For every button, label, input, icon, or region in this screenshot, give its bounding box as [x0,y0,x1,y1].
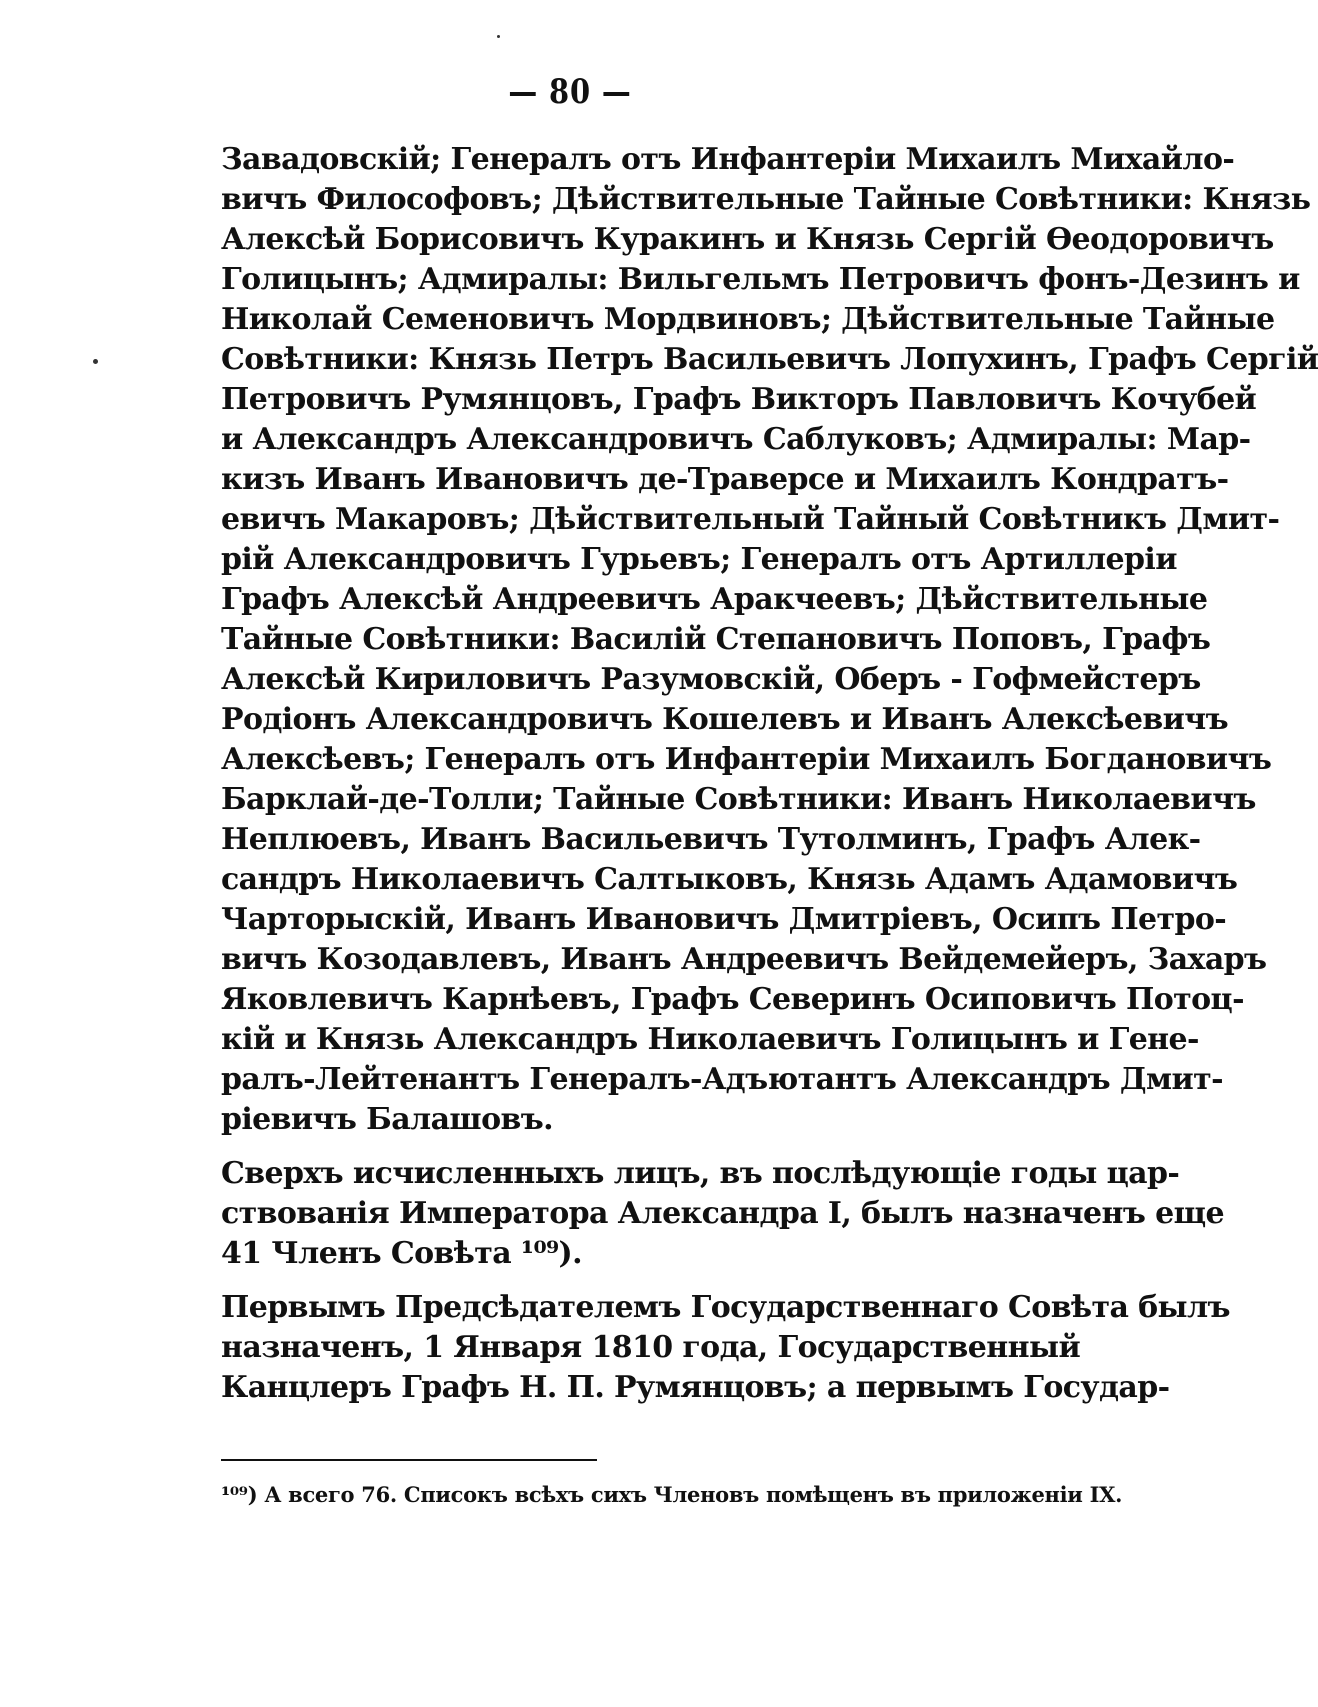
paragraph [221,1154,1224,1274]
text-line: 41 Членъ Совѣта ¹⁰⁹). [221,1236,582,1271]
text-line: Чарторыскій, Иванъ Ивановичъ Дмитріевъ, Осипъ Петро- [221,902,1227,937]
text-line: евичъ Макаровъ; Дѣйствительный Тайный Совѣтникъ Дмит- [221,502,1280,537]
text-line: Сверхъ исчисленныхъ лицъ, въ послѣдующіе годы цар- [221,1156,1180,1191]
text-line: ралъ-Лейтенантъ Генералъ-Адъютантъ Александръ Дмит- [221,1062,1223,1097]
text-line: Петровичъ Румянцовъ, Графъ Викторъ Павловичъ Кочубей [221,382,1257,417]
text-line: Николай Семеновичъ Мордвиновъ; Дѣйствительные Тайные [221,302,1275,337]
paragraph [221,1288,1230,1408]
text-line: Неплюевъ, Иванъ Васильевичъ Тутолминъ, Графъ Алек- [221,822,1201,857]
text-line: кій и Князь Александръ Николаевичъ Голицынъ и Гене- [221,1022,1199,1057]
text-line: Канцлеръ Графъ Н. П. Румянцовъ; а первымъ Государ- [221,1370,1170,1405]
text-line: Первымъ Предсѣдателемъ Государственнаго Совѣта былъ [221,1290,1230,1325]
text-line: вичъ Философовъ; Дѣйствительные Тайные Совѣтники: Князь [221,182,1311,217]
text-line: и Александръ Александровичъ Саблуковъ; Адмиралы: Мар- [221,422,1251,457]
text-line: Завадовскій; Генералъ отъ Инфантеріи Михаилъ Михайло- [221,142,1235,177]
text-line: Алексѣй Борисовичъ Куракинъ и Князь Сергій Ѳеодоровичъ [221,222,1274,257]
text-line: Голицынъ; Адмиралы: Вильгельмъ Петровичъ фонъ-Дезинъ и [221,262,1300,297]
text-line: Тайные Совѣтники: Василій Степановичъ Поповъ, Графъ [221,622,1211,657]
footnote-rule [221,1459,597,1461]
paragraph [221,140,1318,1140]
text-line: кизъ Иванъ Ивановичъ де-Траверсе и Михаилъ Кондратъ- [221,462,1229,497]
text-line: сандръ Николаевичъ Салтыковъ, Князь Адамъ Адамовичъ [221,862,1238,897]
text-line: ствованія Императора Александра I, былъ назначенъ еще [221,1196,1224,1231]
scan-speck [497,35,500,38]
text-line: Алексѣй Кириловичъ Разумовскій, Оберъ - Гофмейстеръ [221,662,1201,697]
text-line: Барклай-де-Толли; Тайные Совѣтники: Иванъ Николаевичъ [221,782,1256,817]
scan-speck [93,359,98,364]
text-line: ріевичъ Балашовъ. [221,1102,553,1137]
text-line: Графъ Алексѣй Андреевичъ Аракчеевъ; Дѣйствительные [221,582,1208,617]
footnote: ¹⁰⁹) А всего 76. Списокъ всѣхъ сихъ Членовъ помѣщенъ въ приложеніи IX. [221,1482,1123,1507]
text-line: назначенъ, 1 Января 1810 года, Государственный [221,1330,1081,1365]
text-line: Алексѣевъ; Генералъ отъ Инфантеріи Михаилъ Богдановичъ [221,742,1272,777]
text-line: вичъ Козодавлевъ, Иванъ Андреевичъ Вейдемейеръ, Захаръ [221,942,1267,977]
page-number: — 80 — [508,72,632,112]
text-line: Совѣтники: Князь Петръ Васильевичъ Лопухинъ, Графъ Сергій [221,342,1318,377]
text-line: Яковлевичъ Карнѣевъ, Графъ Северинъ Осиповичъ Потоц- [221,982,1244,1017]
body-text [221,140,1318,1408]
text-line: рій Александровичъ Гурьевъ; Генералъ отъ Артиллеріи [221,542,1177,577]
text-line: Родіонъ Александровичъ Кошелевъ и Иванъ Алексѣевичъ [221,702,1229,737]
